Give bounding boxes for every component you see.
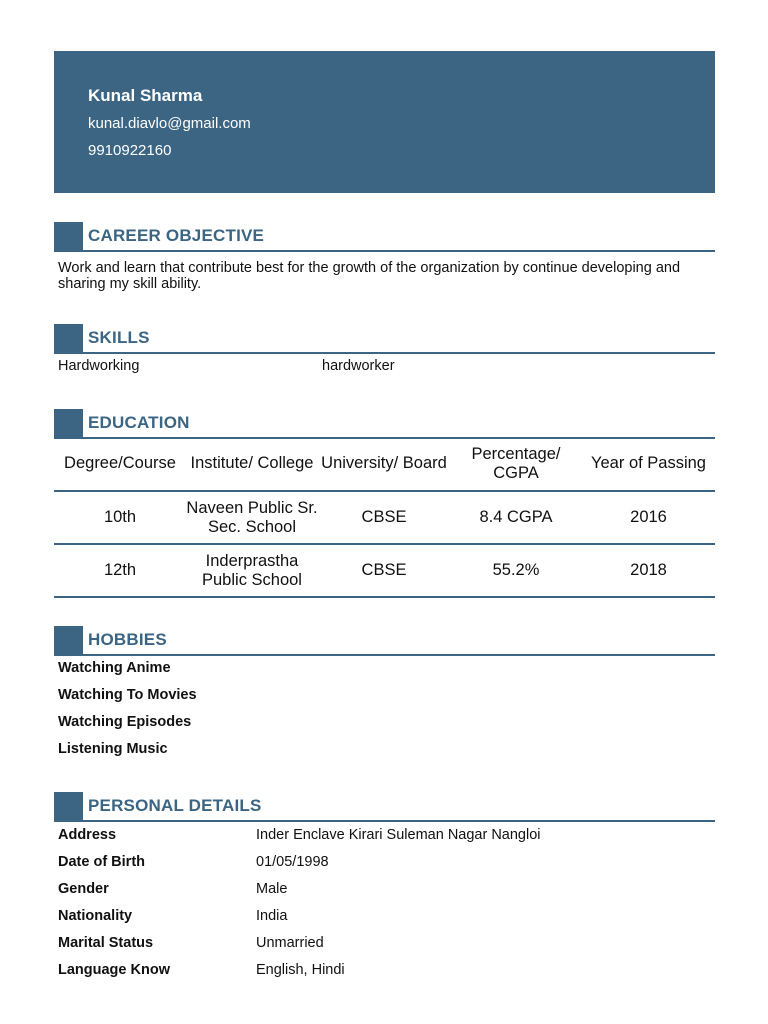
table-cell: 55.2% [492,561,540,579]
career-objective-text: Work and learn that contribute best for the growth of the organization by continue developing and sharing my skill ability. [58,260,681,292]
table-cell: 2016 [630,508,667,526]
gender-value: Male [256,881,288,897]
table-row [54,545,715,598]
candidate-email[interactable]: kunal.diavlo@gmail.com [88,115,251,132]
table-cell: CBSE [361,561,407,579]
hobbies-title: HOBBIES [88,630,167,649]
table-header-row [54,437,715,492]
table-cell: Inderprastha Public School [202,551,302,589]
section-marker [54,222,83,250]
language-label: Language Know [58,962,170,978]
personal-details-title: PERSONAL DETAILS [88,796,262,815]
resume-header [54,51,715,193]
career-objective-header [54,222,715,252]
skill-item: Hardworking [58,358,140,374]
table-cell: Naveen Public Sr. Sec. School [186,498,318,536]
table-row [54,492,715,545]
hobby-item: Watching To Movies [58,687,197,703]
section-marker [54,324,83,352]
gender-label: Gender [58,881,109,897]
skills-header [54,324,715,354]
personal-details-header [54,792,715,822]
candidate-name: Kunal Sharma [88,86,203,105]
section-marker [54,409,83,437]
address-value: Inder Enclave Kirari Suleman Nagar Nangloi [256,827,541,843]
education-header [54,409,715,439]
table-cell: CBSE [361,508,407,526]
table-cell: 10th [103,508,137,526]
language-value: English, Hindi [256,962,345,978]
table-cell: 8.4 CGPA [479,508,553,526]
hobby-item: Listening Music [58,741,168,757]
hobby-item: Watching Episodes [58,714,192,730]
table-cell: 2018 [630,561,667,579]
table-cell: 12th [103,561,137,579]
section-marker [54,626,83,654]
marital-status-label: Marital Status [58,935,154,951]
address-label: Address [58,827,117,843]
hobby-item: Watching Anime [58,660,171,676]
hobbies-header [54,626,715,656]
marital-status-value: Unmarried [256,935,324,951]
skill-item: hardworker [322,358,395,374]
education-table [54,437,715,598]
column-header: Institute/ College [190,454,314,472]
career-objective-title: CAREER OBJECTIVE [88,226,265,245]
section-marker [54,792,83,820]
skills-title: SKILLS [88,328,150,347]
nationality-label: Nationality [58,908,133,924]
dob-value: 01/05/1998 [256,854,329,870]
column-header: Percentage/ CGPA [471,444,561,482]
education-title: EDUCATION [88,413,190,432]
candidate-phone: 9910922160 [88,142,172,159]
dob-label: Date of Birth [58,854,145,870]
column-header: Year of Passing [591,454,706,472]
nationality-value: India [256,908,288,924]
column-header: University/ Board [321,454,447,472]
column-header: Degree/Course [64,454,176,472]
